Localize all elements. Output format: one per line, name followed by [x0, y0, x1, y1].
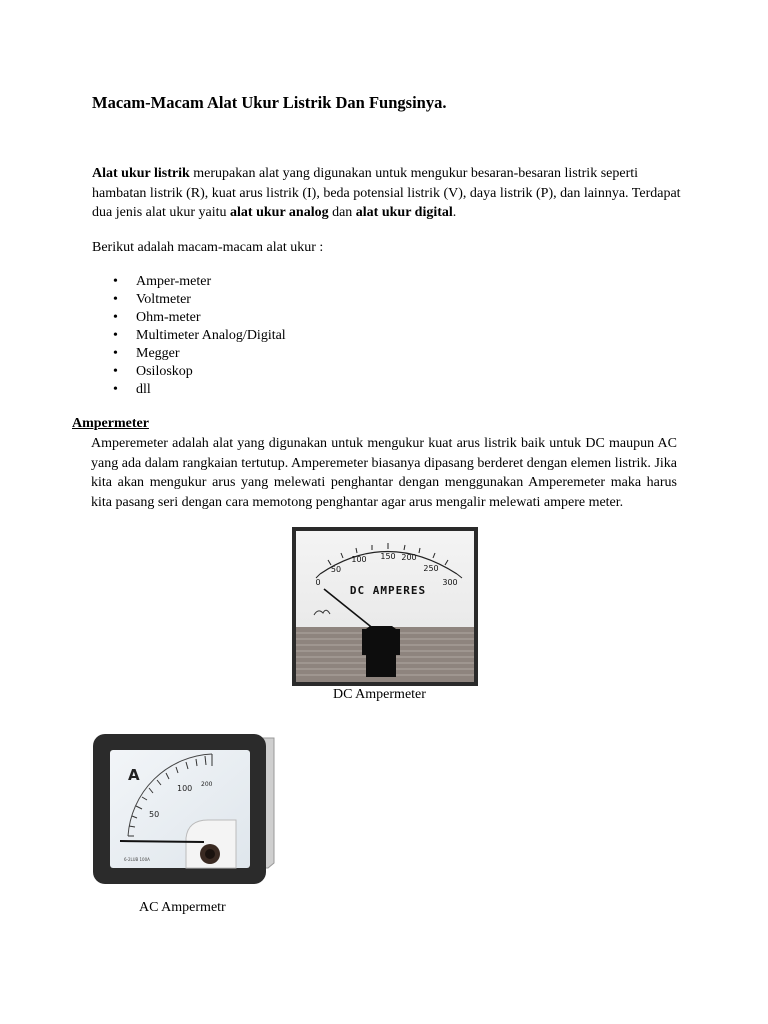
- dc-ampermeter-caption: DC Ampermeter: [333, 687, 426, 702]
- ampermeter-paragraph: Amperemeter adalah alat yang digunakan untuk mengukur kuat arus listrik baik untuk DC maupun AC yang ada dalam rangkaian tertutup. Amperemeter biasanya dipasang berderet dengan elemen listrik. Jika kita akan mengukur arus yang melewati penghantar dengan menggunakan Amperemeter maka harus kita pasang seri dengan cara memotong penghantar agar arus mengalir melewati ampere meter.: [91, 436, 677, 510]
- list-item: • Amper-meter: [113, 273, 286, 291]
- dc-tick-label: 250: [423, 564, 439, 573]
- list-item: • dll: [113, 381, 286, 399]
- intro-text-3: .: [452, 205, 457, 220]
- meter-needle: [120, 841, 204, 842]
- dc-tick-label: 50: [330, 565, 342, 574]
- ac-tick-label: 200: [201, 781, 213, 788]
- unit-label: A: [128, 766, 140, 784]
- ac-ampermeter-image: [92, 728, 278, 886]
- list-item: • Ohm-meter: [113, 309, 286, 327]
- dc-tick-label: 200: [401, 553, 417, 562]
- ac-tick-label: 50: [149, 810, 160, 819]
- list-item: • Multimeter Analog/Digital: [113, 327, 286, 345]
- tools-list: [113, 273, 286, 399]
- needle-housing: [362, 626, 400, 677]
- intro-bold-analog: alat ukur analog: [230, 205, 329, 220]
- intro-text-1: merupakan alat yang digunakan untuk mengukur besaran-besaran listrik seperti hambatan listrik (R), kuat arus listrik (I), beda potensial listrik (V), daya listrik (P), dan lainnya. Terdapat dua jenis alat ukur yaitu: [92, 166, 681, 220]
- intro-bold-term: Alat ukur listrik: [92, 166, 190, 181]
- ac-ampermeter-caption: AC Ampermetr: [139, 900, 226, 915]
- meter-small-print: 6-2LUB 100A: [124, 857, 150, 862]
- section-heading-ampermeter: Ampermeter: [72, 416, 149, 431]
- page-title: Macam-Macam Alat Ukur Listrik Dan Fungsinya.: [92, 93, 447, 112]
- intro-paragraph: [92, 164, 692, 223]
- list-intro: Berikut adalah macam-macam alat ukur :: [92, 240, 324, 255]
- dc-tick-label: 0: [315, 578, 321, 587]
- dc-tick-label: 100: [351, 555, 367, 564]
- dc-tick-label: 150: [380, 552, 396, 561]
- zero-adjust-knob-center: [205, 849, 215, 859]
- list-item: • Osiloskop: [113, 363, 286, 381]
- list-item: • Megger: [113, 345, 286, 363]
- intro-text-2: dan: [328, 205, 356, 220]
- dc-ampermeter-image: [292, 527, 478, 686]
- list-item: • Voltmeter: [113, 291, 286, 309]
- intro-bold-digital: alat ukur digital: [355, 205, 453, 220]
- dc-scale-label: DC AMPERES: [349, 584, 427, 597]
- ac-tick-label: 100: [177, 784, 193, 793]
- dc-tick-label: 300: [442, 578, 458, 587]
